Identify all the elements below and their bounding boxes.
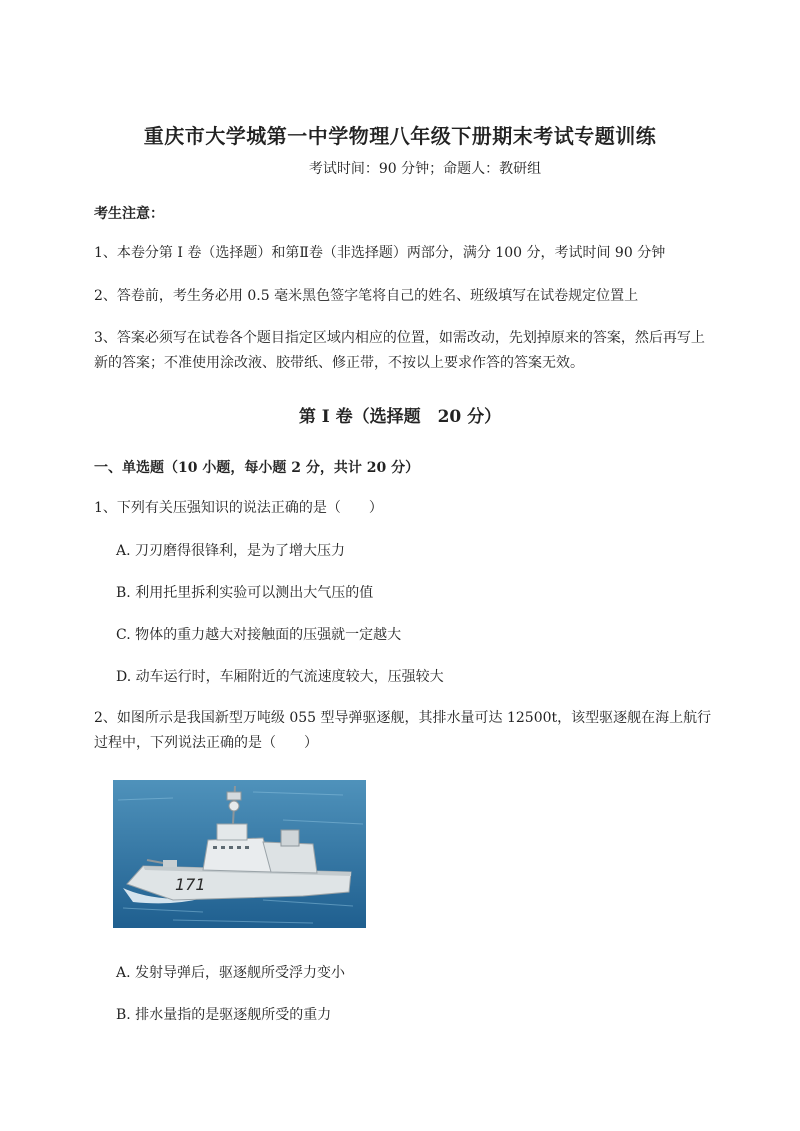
option-b: B. 排水量指的是驱逐舰所受的重力 — [116, 1007, 332, 1023]
destroyer-ship-image — [113, 780, 366, 928]
notice-item: 1、本卷分第 I 卷（选择题）和第Ⅱ卷（非选择题）两部分，满分 100 分，考试时间 90 分钟 — [94, 245, 666, 261]
exam-info: 考试时间：90 分钟；命题人：教研组 — [308, 161, 542, 177]
option-a: A. 发射导弹后，驱逐舰所受浮力变小 — [116, 965, 346, 981]
question-stem: 2、如图所示是我国新型万吨级 055 型导弹驱逐舰，其排水量可达 12500t，该型驱逐舰在海上航行过程中，下列说法正确的是（ ） — [94, 710, 712, 751]
section-title: 第 I 卷（选择题 20 分） — [298, 407, 502, 427]
option-c: C. 物体的重力越大对接触面的压强就一定越大 — [116, 627, 402, 643]
notice-item: 2、答卷前，考生务必用 0.5 毫米黑色签字笔将自己的姓名、班级填写在试卷规定位置上 — [94, 288, 639, 304]
option-d: D. 动车运行时，车厢附近的气流速度较大，压强较大 — [116, 669, 444, 685]
notice-item: 3、答案必须写在试卷各个题目指定区域内相应的位置，如需改动，先划掉原来的答案，然后再写上新的答案；不准使用涂改液、胶带纸、修正带，不按以上要求作答的答案无效。 — [94, 330, 705, 371]
option-b: B. 利用托里拆利实验可以测出大气压的值 — [116, 585, 374, 601]
question-stem: 1、下列有关压强知识的说法正确的是（ ） — [94, 500, 383, 516]
hull-number: 171 — [175, 875, 206, 894]
part-heading: 一、单选题（10 小题，每小题 2 分，共计 20 分） — [94, 460, 420, 476]
option-a: A. 刀刃磨得很锋利，是为了增大压力 — [116, 543, 346, 559]
notice-heading: 考生注意： — [94, 206, 164, 222]
document-title: 重庆市大学城第一中学物理八年级下册期末考试专题训练 — [143, 124, 657, 148]
